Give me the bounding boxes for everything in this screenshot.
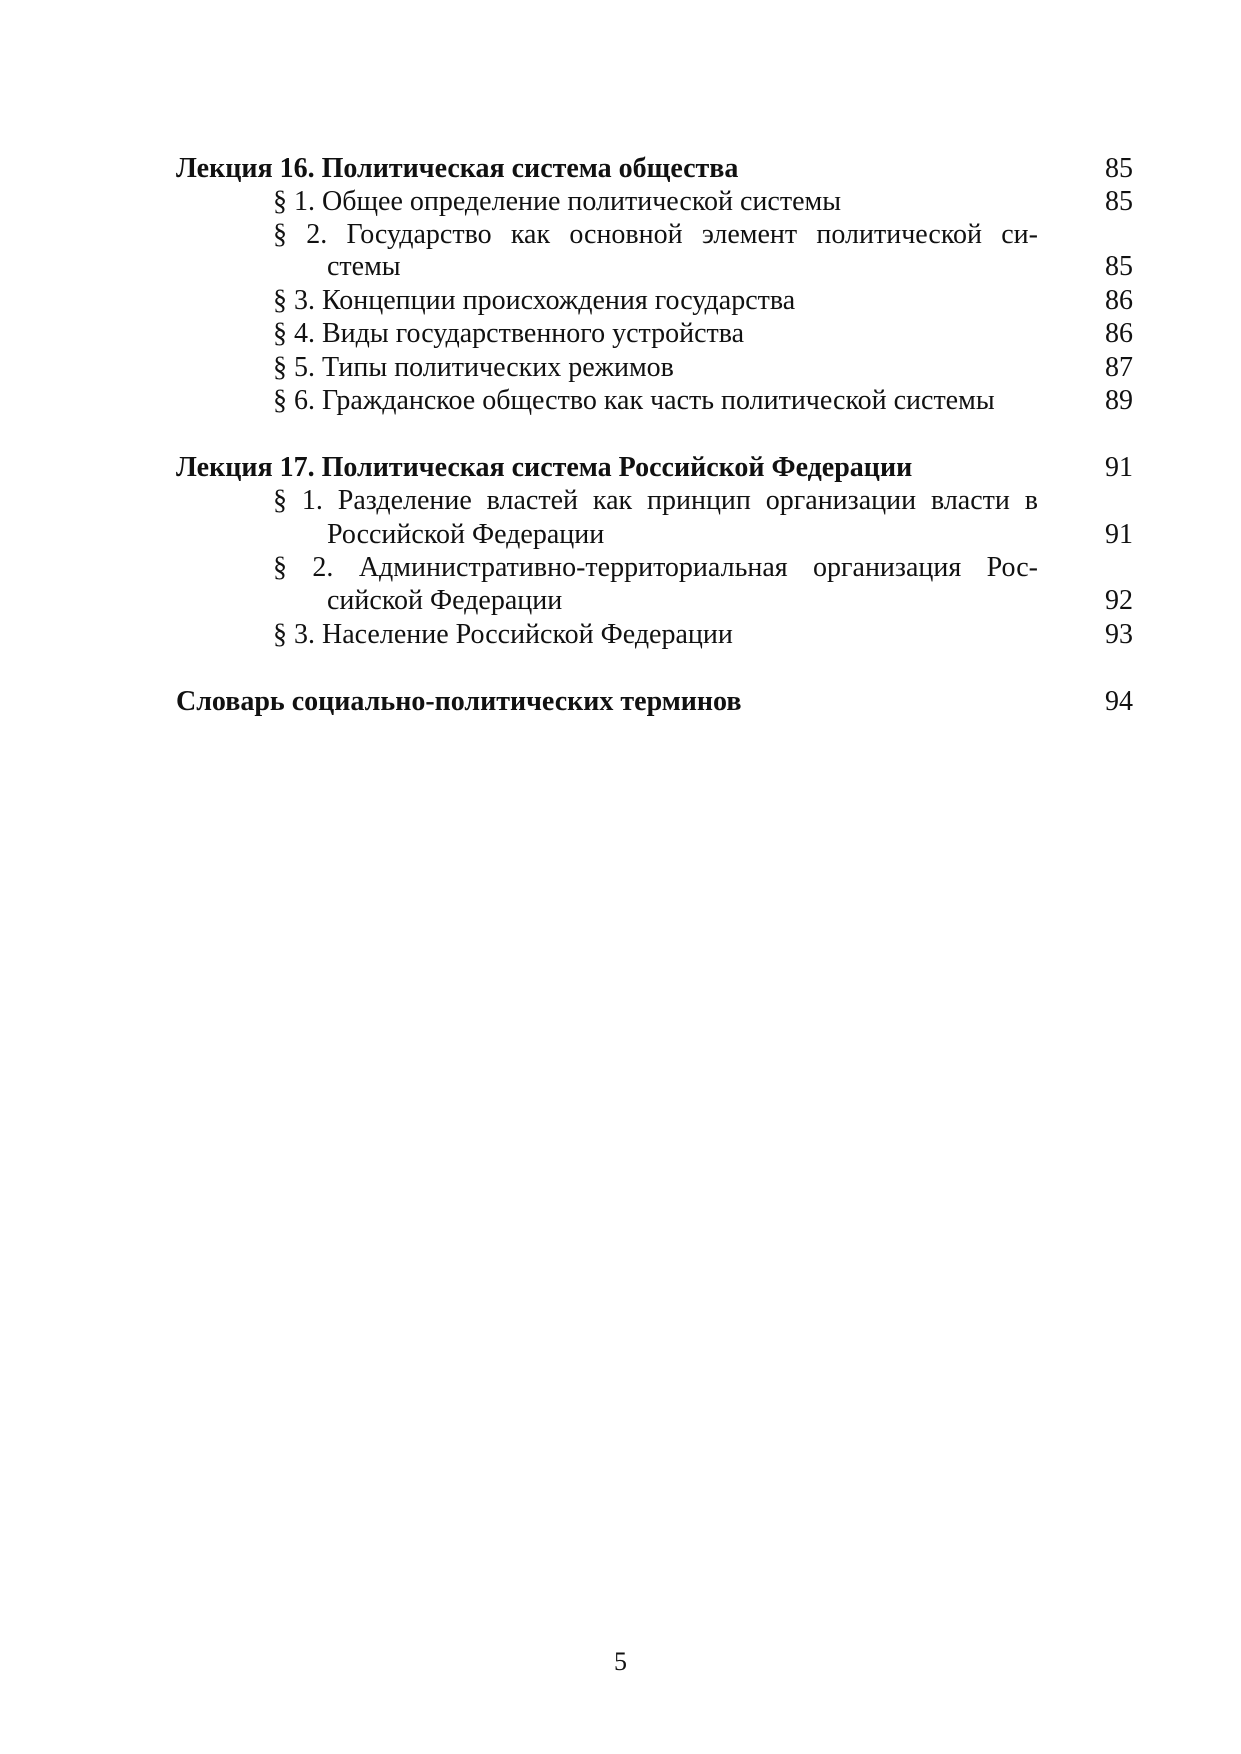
toc-page-number: 92 bbox=[1105, 585, 1133, 616]
toc-page-number: 94 bbox=[1105, 686, 1133, 717]
toc-page-number: 86 bbox=[1105, 285, 1133, 316]
toc-page-number: 91 bbox=[1105, 519, 1133, 550]
toc-page-number: 91 bbox=[1105, 452, 1133, 483]
toc-entry: § 6. Гражданское общество как часть политической системы bbox=[273, 385, 995, 416]
toc-entry: § 1. Общее определение политической системы bbox=[273, 186, 842, 217]
toc-entry: § 3. Население Российской Федерации bbox=[273, 619, 733, 650]
toc-page-number: 85 bbox=[1105, 186, 1133, 217]
toc-page-number: 85 bbox=[1105, 153, 1133, 184]
toc-entry: § 3. Концепции происхождения государства bbox=[273, 285, 796, 316]
toc-entry: § 5. Типы политических режимов bbox=[273, 352, 674, 383]
toc-heading-lecture-16: Лекция 16. Политическая система общества bbox=[176, 153, 739, 184]
footer-page-number: 5 bbox=[614, 1647, 627, 1676]
toc-page-number: 89 bbox=[1105, 385, 1133, 416]
toc-heading-lecture-17: Лекция 17. Политическая система Российской Федерации bbox=[176, 452, 913, 483]
toc-entry-continuation: стемы bbox=[327, 251, 401, 282]
toc-entry: § 2. Административно-территориальная организация Рос- bbox=[273, 552, 1038, 583]
toc-page-number: 87 bbox=[1105, 352, 1133, 383]
toc-page-number: 85 bbox=[1105, 251, 1133, 282]
toc-entry: § 4. Виды государственного устройства bbox=[273, 318, 745, 349]
toc-page-number: 93 bbox=[1105, 619, 1133, 650]
toc-entry: § 1. Разделение властей как принцип организации власти в bbox=[273, 485, 1038, 516]
toc-entry-continuation: Российской Федерации bbox=[327, 519, 605, 550]
toc-page-number: 86 bbox=[1105, 318, 1133, 349]
toc-entry: § 2. Государство как основной элемент политической си- bbox=[273, 219, 1038, 250]
toc-heading-glossary: Словарь социально-политических терминов bbox=[176, 686, 742, 717]
toc-entry-continuation: сийской Федерации bbox=[327, 585, 563, 616]
